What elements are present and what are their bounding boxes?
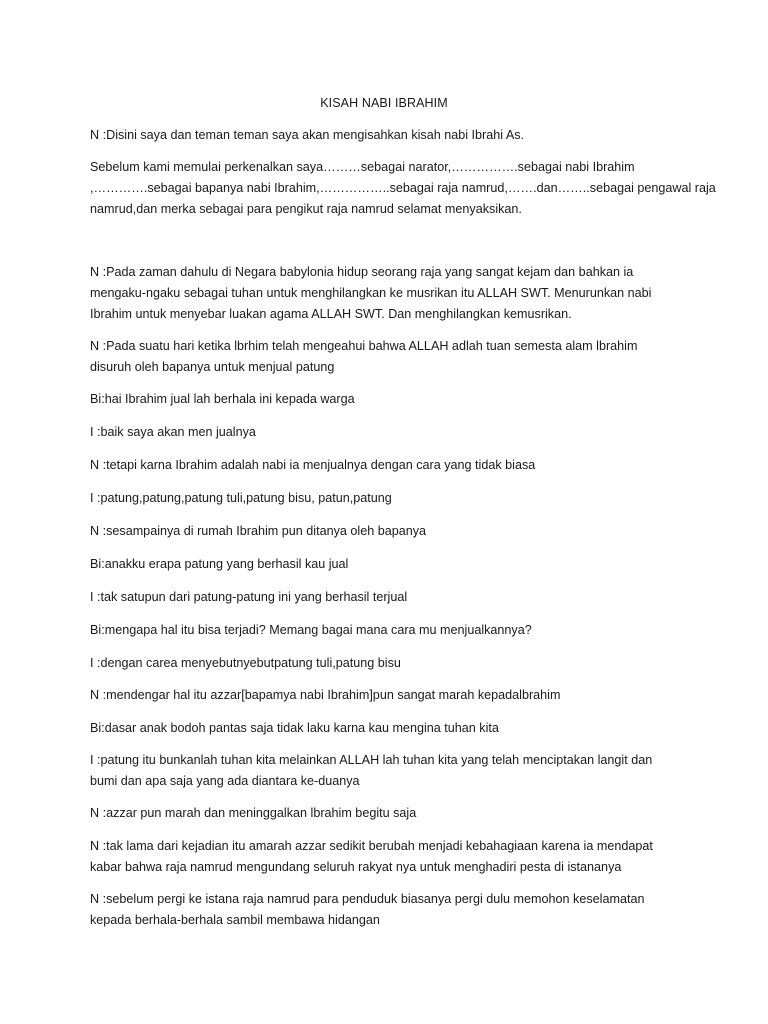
dialogue-line	[90, 422, 690, 443]
paragraph-line: N :tetapi karna Ibrahim adalah nabi ia menjualnya dengan cara yang tidak biasa	[90, 458, 536, 472]
dialogue-line	[90, 620, 690, 641]
paragraph-line: N :azzar pun marah dan meninggalkan lbrahim begitu saja	[90, 806, 417, 820]
paragraph-narration	[90, 336, 690, 378]
paragraph-line: Ibrahim untuk menyebar luakan agama ALLAH SWT. Dan menghilangkan kemusrikan.	[90, 307, 572, 321]
dialogue-line	[90, 455, 690, 476]
paragraph-line: Bi:hai Ibrahim jual lah berhala ini kepada warga	[90, 392, 355, 406]
paragraph-line: I :dengan carea menyebutnyebutpatung tuli,patung bisu	[90, 656, 401, 670]
paragraph-line: disuruh oleh bapanya untuk menjual patung	[90, 360, 335, 374]
paragraph-line: namrud,dan merka sebagai para pengikut raja namrud selamat menyaksikan.	[90, 202, 522, 216]
paragraph-line: I :patung itu bunkanlah tuhan kita melainkan ALLAH lah tuhan kita yang telah menciptakan langit dan	[90, 753, 653, 767]
paragraph-narration	[90, 262, 690, 325]
paragraph-cast	[90, 157, 716, 220]
paragraph-line: mengaku-ngaku sebagai tuhan untuk menghilangkan ke musrikan itu ALLAH SWT. Menurunkan nabi	[90, 286, 652, 300]
document-title: KISAH NABI IBRAHIM	[320, 96, 448, 110]
dialogue-line	[90, 653, 690, 674]
paragraph-line: N :sebelum pergi ke istana raja namrud para penduduk biasanya pergi dulu memohon keselamatan	[90, 892, 645, 906]
paragraph-line: kabar bahwa raja namrud mengundang seluruh rakyat nya untuk menghadiri pesta di istananya	[90, 860, 622, 874]
paragraph-line: N :Disini saya dan teman teman saya akan mengisahkan kisah nabi Ibrahi As.	[90, 128, 525, 142]
paragraph-line: Bi:mengapa hal itu bisa terjadi? Memang bagai mana cara mu menjualkannya?	[90, 623, 532, 637]
dialogue-line	[90, 488, 690, 509]
paragraph-line: ,………….sebagai bapanya nabi Ibrahim,……………..sebagai raja namrud,…….dan……..sebagai pengawal raja	[90, 181, 716, 195]
paragraph-line: Bi:anakku erapa patung yang berhasil kau jual	[90, 557, 349, 571]
paragraph-line: Bi:dasar anak bodoh pantas saja tidak laku karna kau mengina tuhan kita	[90, 721, 499, 735]
paragraph-line: N :mendengar hal itu azzar[bapamya nabi Ibrahim]pun sangat marah kepadalbrahim	[90, 688, 561, 702]
paragraph-line: I :baik saya akan men jualnya	[90, 425, 256, 439]
paragraph-line: I :patung,patung,patung tuli,patung bisu, patun,patung	[90, 491, 392, 505]
dialogue-line	[90, 718, 690, 739]
dialogue-line	[90, 389, 690, 410]
paragraph-line: I :tak satupun dari patung-patung ini yang berhasil terjual	[90, 590, 408, 604]
paragraph-line: N :Pada suatu hari ketika lbrhim telah mengeahui bahwa ALLAH adlah tuan semesta alam lbrahim	[90, 339, 638, 353]
paragraph-line: Sebelum kami memulai perkenalkan saya………sebagai narator,…………….sebagai nabi Ibrahim	[90, 160, 635, 174]
paragraph-narration	[90, 836, 690, 878]
paragraph-narration	[90, 889, 690, 931]
paragraph-line: bumi dan apa saja yang ada diantara ke-duanya	[90, 774, 360, 788]
paragraph-line: N :tak lama dari kejadian itu amarah azzar sedikit berubah menjadi kebahagiaan karena ia mendapat	[90, 839, 653, 853]
dialogue-line	[90, 803, 690, 824]
dialogue-line	[90, 685, 690, 706]
paragraph-line: N :sesampainya di rumah Ibrahim pun ditanya oleh bapanya	[90, 524, 427, 538]
dialogue-line	[90, 554, 690, 575]
paragraph-line: N :Pada zaman dahulu di Negara babylonia hidup seorang raja yang sangat kejam dan bahkan ia	[90, 265, 634, 279]
dialogue-line	[90, 521, 690, 542]
dialogue-line	[90, 587, 690, 608]
paragraph-line: kepada berhala-berhala sambil membawa hidangan	[90, 913, 380, 927]
dialogue-line	[90, 750, 690, 792]
paragraph-intro	[90, 125, 690, 146]
